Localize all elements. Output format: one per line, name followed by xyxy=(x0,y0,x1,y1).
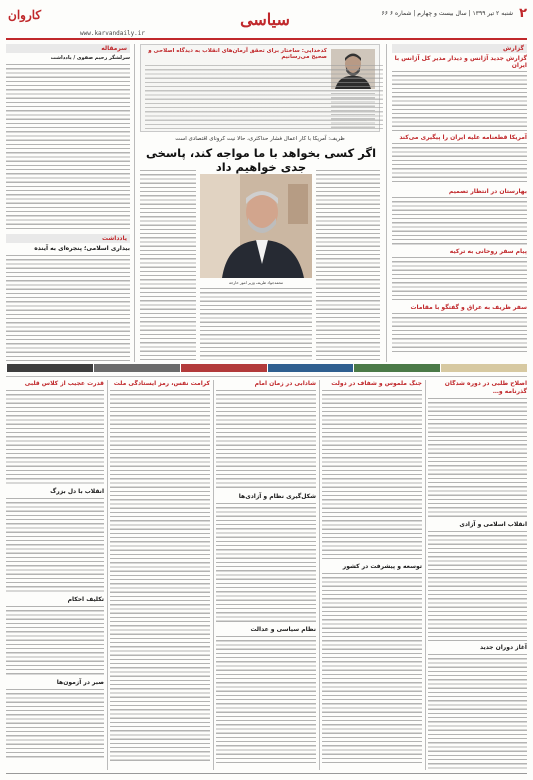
right-story-2-text xyxy=(392,143,527,185)
site-url[interactable]: www.karvandaily.ir xyxy=(80,30,146,37)
lead-text-right xyxy=(316,170,380,360)
ad-banner[interactable] xyxy=(6,364,93,372)
right-story-1-text xyxy=(392,71,527,131)
masthead xyxy=(0,0,533,42)
right-story-4-title[interactable]: پیام سفر روحانی به ترکیه xyxy=(449,248,527,255)
bottom-col-1-text-4 xyxy=(6,689,104,759)
bottom-col-1-text-2 xyxy=(6,498,104,593)
right-column xyxy=(392,44,527,362)
column-divider xyxy=(213,380,214,770)
bottom-col-4-sub-1: توسعه و پیشرفت در کشور xyxy=(342,563,422,570)
right-story-3-text xyxy=(392,197,527,245)
bottom-col-2 xyxy=(110,380,210,770)
left-subhead-1: یادداشت xyxy=(6,234,130,243)
lead-photo xyxy=(200,174,312,278)
bottom-col-5-sub-2: آغاز دوران جدید xyxy=(480,644,527,651)
bottom-col-3-head[interactable]: شادابی در زمان امام xyxy=(254,380,316,387)
masthead-rule xyxy=(6,38,527,40)
right-story-5-title[interactable]: سفر ظریف به عراق و گفتگو با مقامات xyxy=(410,304,527,311)
masthead-top xyxy=(6,6,527,20)
left-column xyxy=(6,44,130,362)
left-column-head: سرمقاله xyxy=(6,44,130,53)
page-number: ۲ xyxy=(519,5,527,21)
interview-title: کدخدایی: ساختار برای تحقق آرمان‌های انقلاب به دیدگاه اصلاحی و صحیح می‌رسانیم xyxy=(148,48,327,60)
lead-headline[interactable]: اگر کسی بخواهد با ما مواجه کند، پاسخی جدی خواهیم داد xyxy=(145,146,377,174)
bottom-col-4-text-1 xyxy=(322,390,422,560)
bottom-col-3-text-1 xyxy=(216,390,316,490)
right-story-1-title[interactable]: گزارش جدید آژانس و دیدار مدیر کل آژانس با ایران xyxy=(394,55,527,69)
right-story-5-text xyxy=(392,313,527,353)
bottom-col-3-sub-2: نظام سیاسی و عدالت xyxy=(250,626,316,633)
bottom-col-1 xyxy=(6,380,104,770)
section-rule xyxy=(6,376,527,377)
lead-col-left xyxy=(140,170,196,360)
lead-col-right xyxy=(316,170,380,360)
dateline: شنبه ۲ تیر ۱۳۹۹ | سال بیست و چهارم | شماره ۶ ۶۶ xyxy=(381,9,514,17)
bottom-col-2-head[interactable]: کرامت نفس، رمز ایستادگی ملت xyxy=(113,380,210,387)
logo: کاروان xyxy=(8,8,42,22)
interview-box xyxy=(140,44,380,132)
column-divider xyxy=(319,380,320,770)
ad-banner[interactable] xyxy=(93,364,180,372)
bottom-col-4 xyxy=(322,380,422,770)
bottom-col-1-sub-2: تکلیف احکام xyxy=(67,596,104,603)
bottom-col-1-text-1 xyxy=(6,390,104,485)
right-column-head: گزارش xyxy=(392,44,527,53)
ad-banner[interactable] xyxy=(440,364,527,372)
bottom-col-4-text-2 xyxy=(322,573,422,763)
bottom-col-1-head[interactable]: قدرت عجیب از کلاس قلبی xyxy=(24,380,104,387)
bottom-col-1-sub-1: انقلاب با دل بزرگ xyxy=(50,488,104,495)
bottom-col-5-text-2 xyxy=(428,531,527,641)
column-divider xyxy=(134,44,135,362)
bottom-col-5 xyxy=(428,380,527,770)
bottom-col-1-text-3 xyxy=(6,606,104,676)
bottom-col-3-sub-1: شکل‌گیری نظام و آزادی‌ها xyxy=(238,493,316,500)
bottom-col-3-text-2 xyxy=(216,503,316,623)
left-text-block-2 xyxy=(6,255,130,362)
ad-banner[interactable] xyxy=(180,364,267,372)
bottom-col-3-text-3 xyxy=(216,636,316,766)
footer-rule xyxy=(6,773,527,774)
lead-text-left xyxy=(140,170,196,360)
left-byline: سرلشگر رحیم صفوی / یادداشت xyxy=(50,55,130,61)
lead-col-under-photo xyxy=(200,288,312,360)
bottom-col-1-sub-3: صبر در آزمون‌ها xyxy=(56,679,104,686)
right-story-4-text xyxy=(392,257,527,301)
lead-kicker: ظریف: آمریکا با کار اعمال فشار حداکثری، حالا نیت کرونای اقتصادی است xyxy=(175,136,345,142)
bottom-col-5-head[interactable]: اصلاح طلبی در دوره شدگان گذرنامه و… xyxy=(444,380,527,395)
column-divider xyxy=(386,44,387,362)
bottom-col-3 xyxy=(216,380,316,770)
bottom-col-2-text xyxy=(110,390,210,762)
left-subhead-2: بیداری اسلامی؛ پنجره‌ای به آینده xyxy=(34,245,130,252)
bottom-col-4-head[interactable]: جنگ ملموس و شفاف در دولت xyxy=(331,380,422,387)
ad-banner[interactable] xyxy=(267,364,354,372)
right-story-3-title[interactable]: بهارستان در انتظار تصمیم xyxy=(448,188,527,195)
ad-strip[interactable] xyxy=(6,364,527,372)
left-text-block-1 xyxy=(6,64,130,229)
bottom-col-5-text-1 xyxy=(428,398,527,518)
section-title: سیاسی xyxy=(240,10,290,29)
lead-photo-caption: محمدجواد ظریف وزیر امور خارجه xyxy=(228,280,284,285)
column-divider xyxy=(425,380,426,770)
ad-banner[interactable] xyxy=(353,364,440,372)
column-divider xyxy=(107,380,108,770)
interview-text-under-portrait xyxy=(331,93,375,129)
bottom-col-5-sub-1: انقلاب اسلامی و آزادی xyxy=(459,521,527,528)
right-story-2-title[interactable]: آمریکا قطعنامه علیه ایران را پیگیری می‌کند xyxy=(399,134,527,141)
bottom-col-5-text-3 xyxy=(428,654,527,770)
lead-text-under-photo xyxy=(200,288,312,360)
